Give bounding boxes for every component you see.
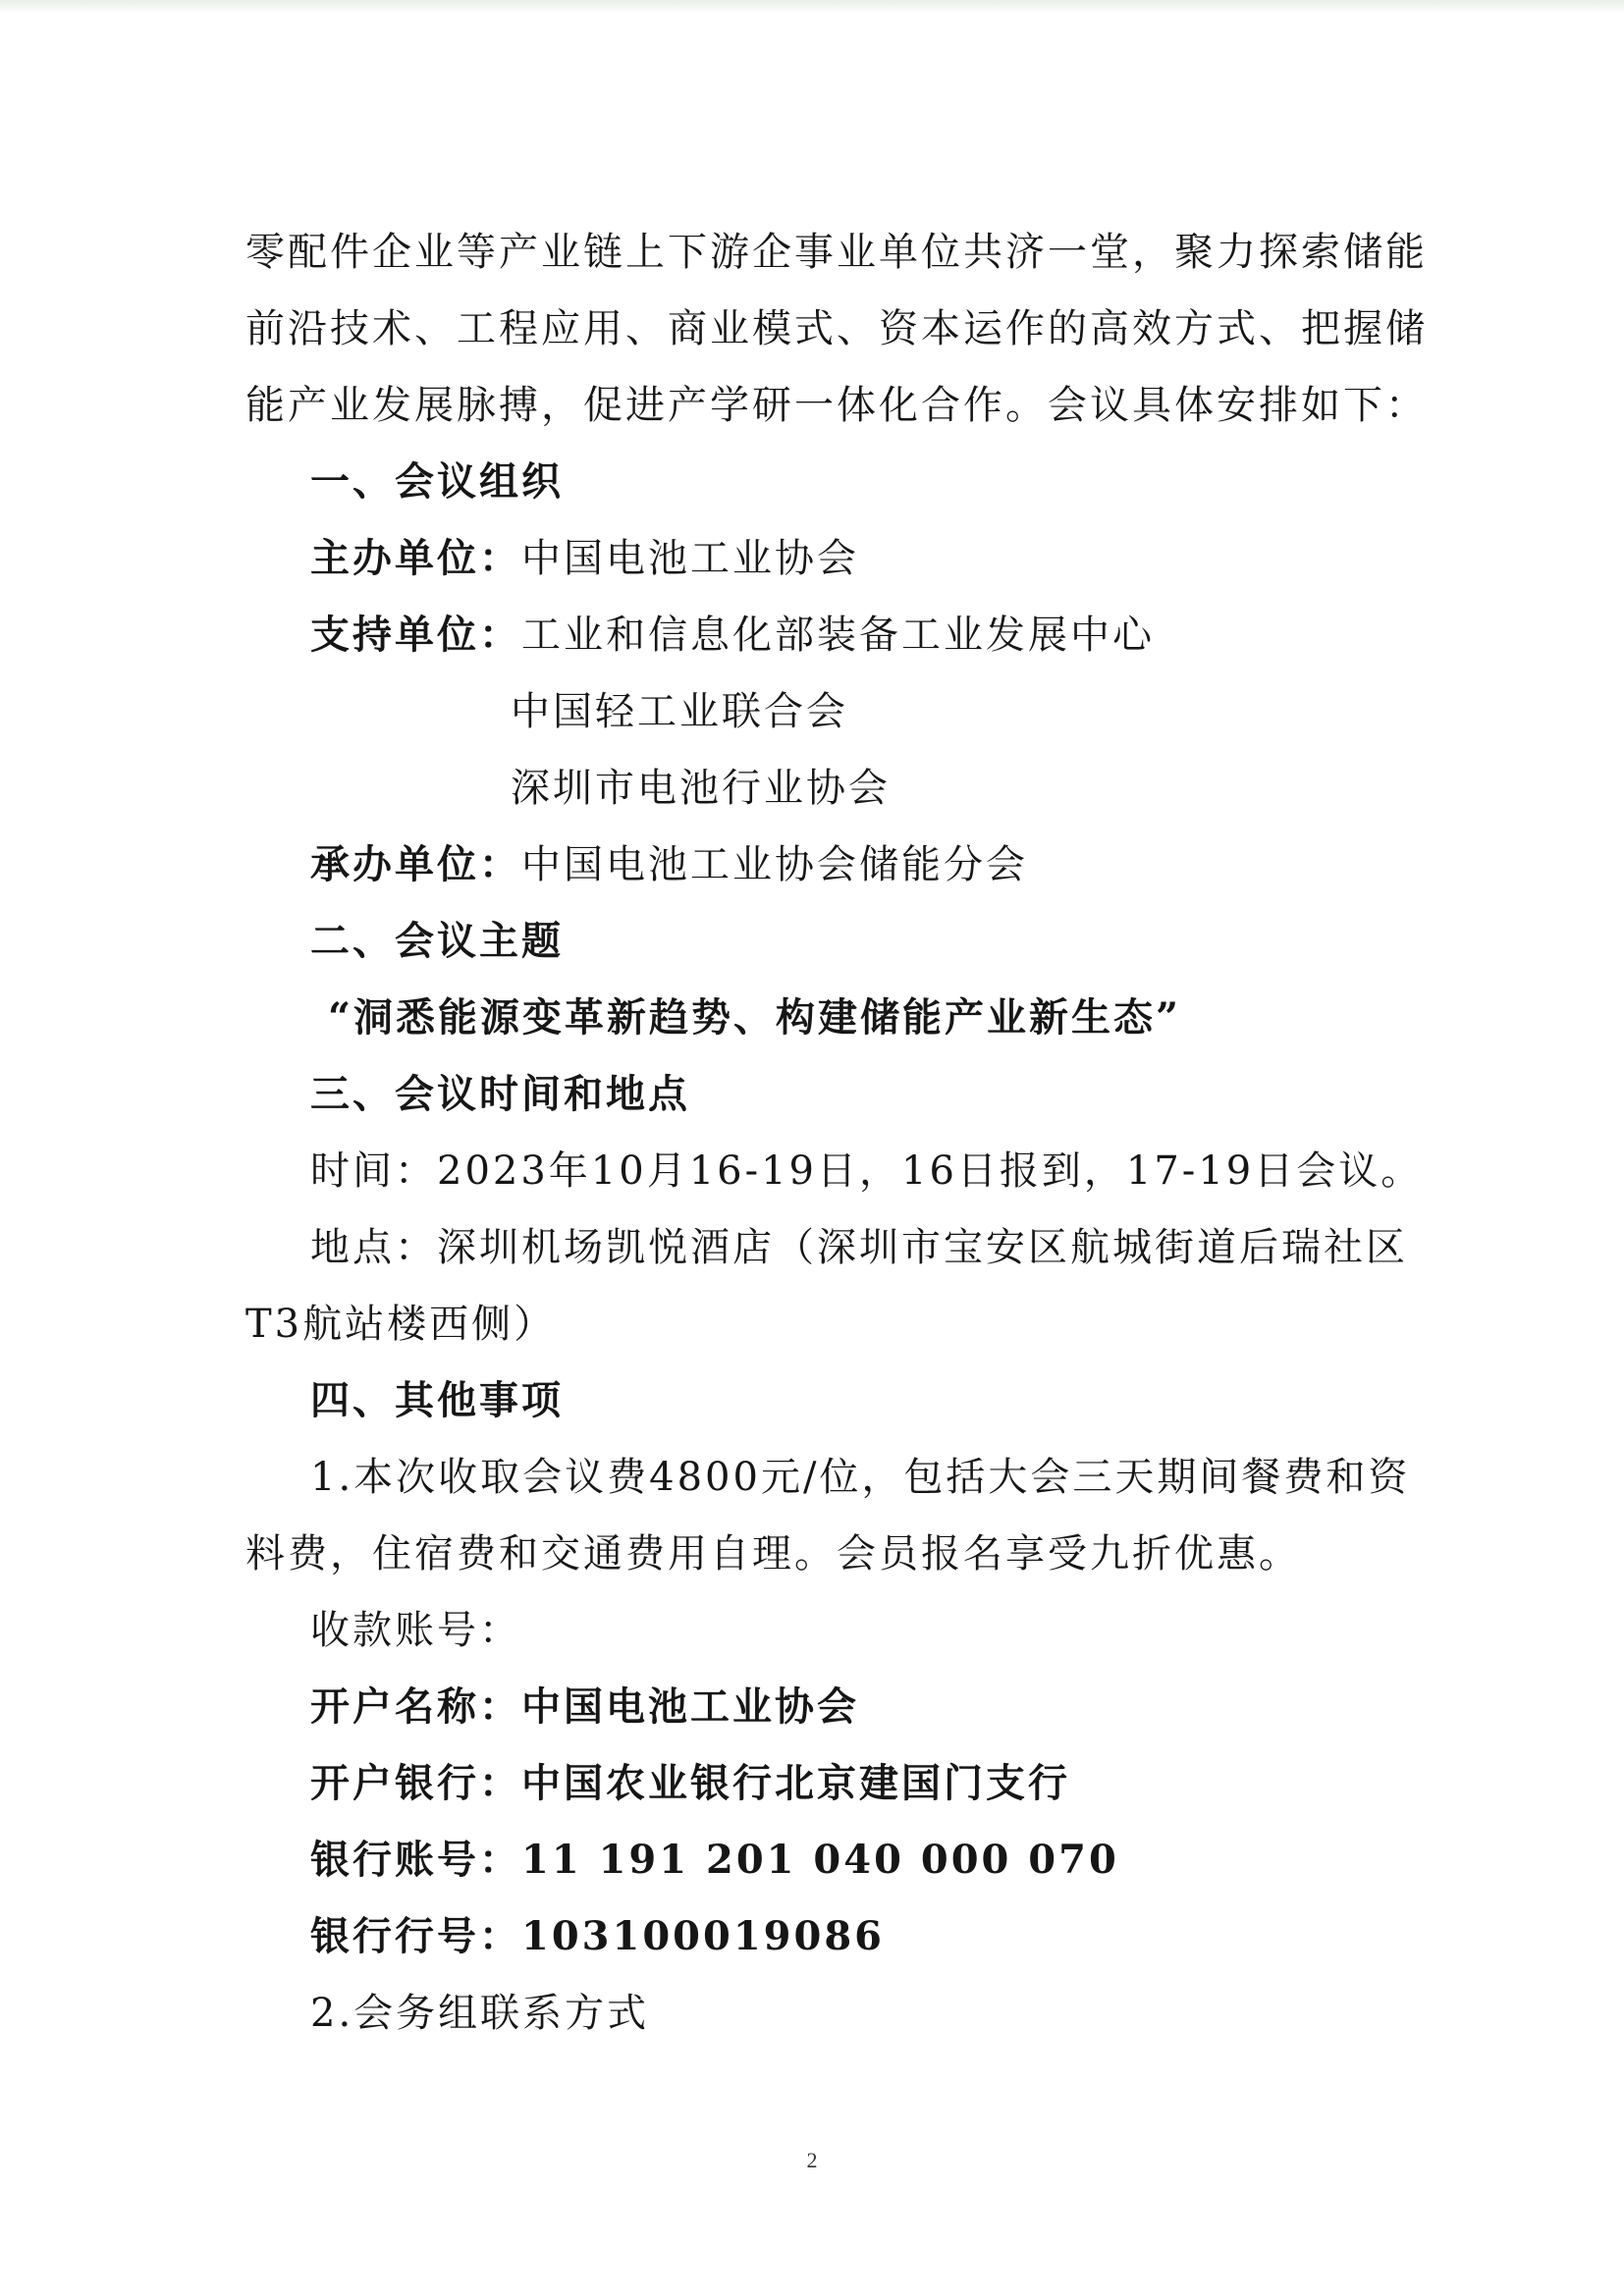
account-number-value: 11 191 201 040 000 070 <box>521 1837 1119 1883</box>
account-heading: 收款账号： <box>310 1608 521 1653</box>
support-label: 支持单位： <box>310 612 521 658</box>
paragraph-line-2: 前沿技术、工程应用、商业模式、资本运作的高效方式、把握储 <box>245 306 1428 351</box>
paragraph-line-1: 零配件企业等产业链上下游企事业单位共济一堂，聚力探索储能 <box>245 230 1428 275</box>
section-heading-time-place: 三、会议时间和地点 <box>310 1071 690 1117</box>
section-heading-organization: 一、会议组织 <box>310 458 564 505</box>
item1-line-1: 1.本次收取会议费4800元/位，包括大会三天期间餐费和资 <box>310 1455 1411 1500</box>
place-line-1: 地点：深圳机场凯悦酒店（深圳市宝安区航城街道后瑞社区 <box>310 1225 1408 1270</box>
account-name-row <box>245 1669 1365 1745</box>
support-value-3: 深圳市电池行业协会 <box>511 766 891 811</box>
support-row <box>245 597 1365 673</box>
time-line: 时间：2023年10月16-19日，16日报到，17-19日会议。 <box>310 1148 1424 1194</box>
organizer-row <box>245 827 1365 903</box>
section-heading-theme: 二、会议主题 <box>310 918 564 964</box>
organizer-label: 承办单位： <box>310 841 521 887</box>
account-name-label: 开户名称： <box>310 1683 521 1730</box>
support-value-2: 中国轻工业联合会 <box>511 689 848 734</box>
host-label: 主办单位： <box>310 535 521 581</box>
account-number-row <box>245 1822 1365 1898</box>
bank-code-label: 银行行号： <box>310 1913 521 1959</box>
support-value-1: 工业和信息化部装备工业发展中心 <box>521 613 1155 658</box>
organizer-value: 中国电池工业协会储能分会 <box>521 842 1028 887</box>
page-number: 2 <box>806 2148 818 2172</box>
bank-label: 开户银行： <box>310 1760 521 1806</box>
bank-row <box>245 1745 1365 1822</box>
account-number-label: 银行账号： <box>310 1837 521 1883</box>
bank-code-value: 103100019086 <box>521 1913 885 1959</box>
document-body <box>245 214 1428 2052</box>
scan-edge <box>0 0 1624 14</box>
section-heading-other: 四、其他事项 <box>310 1377 564 1423</box>
host-value: 中国电池工业协会 <box>521 536 859 581</box>
bank-code-row <box>245 1898 1365 1975</box>
paragraph-line-3: 能产业发展脉搏，促进产学研一体化合作。会议具体安排如下： <box>245 383 1428 428</box>
item2-line: 2.会务组联系方式 <box>310 1991 650 2036</box>
host-row <box>245 520 1365 597</box>
bank-value: 中国农业银行北京建国门支行 <box>521 1760 1070 1806</box>
conference-theme: “洞悉能源变革新趋势、构建储能产业新生态” <box>328 994 1182 1041</box>
place-line-2: T3航站楼西侧） <box>245 1302 557 1347</box>
item1-line-2: 料费，住宿费和交通费用自理。会员报名享受九折优惠。 <box>245 1531 1301 1576</box>
account-name-value: 中国电池工业协会 <box>521 1683 859 1730</box>
